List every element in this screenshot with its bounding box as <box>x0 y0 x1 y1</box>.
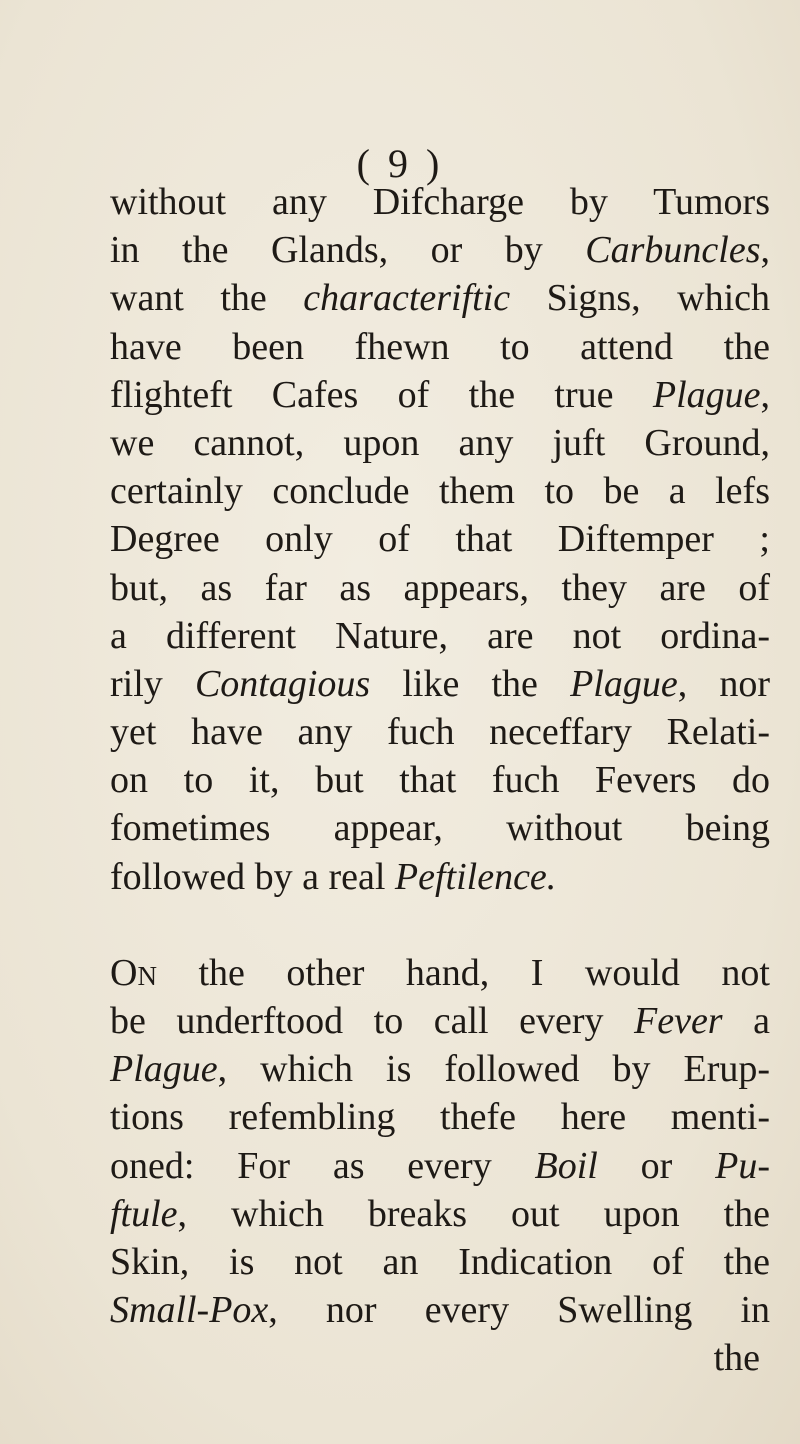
text-run: a <box>722 1000 770 1042</box>
text-run: flighteft Cafes of the true <box>110 373 653 416</box>
text-line <box>110 612 770 660</box>
text-run: , which breaks out upon the <box>177 1192 770 1235</box>
italic-run: ftule <box>110 1192 178 1235</box>
text-run: , <box>760 373 770 416</box>
text-line <box>110 949 770 997</box>
text-line <box>110 515 770 563</box>
italic-run: Carbuncles <box>585 229 761 272</box>
text-line <box>110 804 770 852</box>
text-line <box>110 1286 770 1334</box>
italic-run: Small-Pox <box>110 1289 269 1332</box>
text-run: but, as far as appears, they are of <box>110 566 770 609</box>
text-run: oned: For as every <box>110 1144 535 1187</box>
text-run: want the <box>110 277 304 320</box>
text-run: the other hand, I would not <box>156 951 770 994</box>
text-run: on to it, but that fuch Fevers do <box>110 759 770 802</box>
paragraph-gap <box>110 901 770 949</box>
text-line <box>110 467 770 515</box>
text-line <box>110 756 770 804</box>
text-line <box>110 1190 770 1238</box>
text-run: be underftood to call every <box>110 1000 634 1042</box>
text-run: , nor every Swelling in <box>268 1289 770 1332</box>
text-line <box>110 419 770 467</box>
text-run: without any Difcharge by Tumors <box>110 181 770 223</box>
small-caps-run: On <box>110 951 157 994</box>
text-line <box>110 708 770 756</box>
catchword: the <box>713 1337 760 1380</box>
italic-run: Plague <box>570 662 678 705</box>
text-run: yet have any fuch neceffary Relati- <box>110 711 770 754</box>
text-run: followed by a real <box>110 855 395 898</box>
text-line <box>110 274 770 322</box>
paragraph-2 <box>110 949 770 1335</box>
paragraph-1 <box>110 178 770 901</box>
text-run: or <box>597 1144 716 1187</box>
text-run: Degree only of that Diftemper ; <box>110 518 770 561</box>
italic-run: Contagious <box>194 662 371 705</box>
text-run: rily <box>110 662 195 705</box>
text-run: certainly conclude them to be a lefs <box>110 470 770 513</box>
italic-run: Pu- <box>715 1144 770 1187</box>
text-line <box>110 226 770 274</box>
italic-run: Plague <box>110 1048 218 1091</box>
italic-run: characteriftic <box>303 277 511 320</box>
text-line <box>110 323 770 371</box>
text-run: have been fhewn to attend the <box>110 325 770 368</box>
text-line <box>110 660 770 708</box>
text-run: fometimes appear, without being <box>110 807 770 850</box>
text-line <box>110 853 770 901</box>
italic-run: Boil <box>534 1144 598 1187</box>
text-run: in the Glands, or by <box>110 229 586 272</box>
italic-run: Plague <box>652 373 761 416</box>
text-line <box>110 1093 770 1141</box>
page-number: ( 9 ) <box>356 141 444 186</box>
text-line <box>110 1045 770 1093</box>
text-run: Skin, is not an Indication of the <box>110 1240 770 1283</box>
text-line <box>110 1238 770 1286</box>
text-run: , which is followed by Erup- <box>217 1048 770 1091</box>
body-text <box>110 178 770 1382</box>
text-run: like the <box>370 662 571 705</box>
text-line <box>110 997 770 1045</box>
italic-run: Fever <box>634 1000 723 1042</box>
text-line <box>110 178 770 226</box>
text-run: , nor <box>677 662 771 705</box>
text-run: a different Nature, are not ordina- <box>110 614 770 657</box>
text-run: Signs, which <box>510 277 770 320</box>
text-run: , <box>760 229 770 272</box>
text-line <box>110 564 770 612</box>
text-run: we cannot, upon any juft Ground, <box>110 421 770 464</box>
text-line <box>110 1142 770 1190</box>
text-run: tions refembling thefe here menti- <box>110 1096 770 1139</box>
italic-run: Peftilence. <box>394 855 557 898</box>
text-line <box>110 371 770 419</box>
